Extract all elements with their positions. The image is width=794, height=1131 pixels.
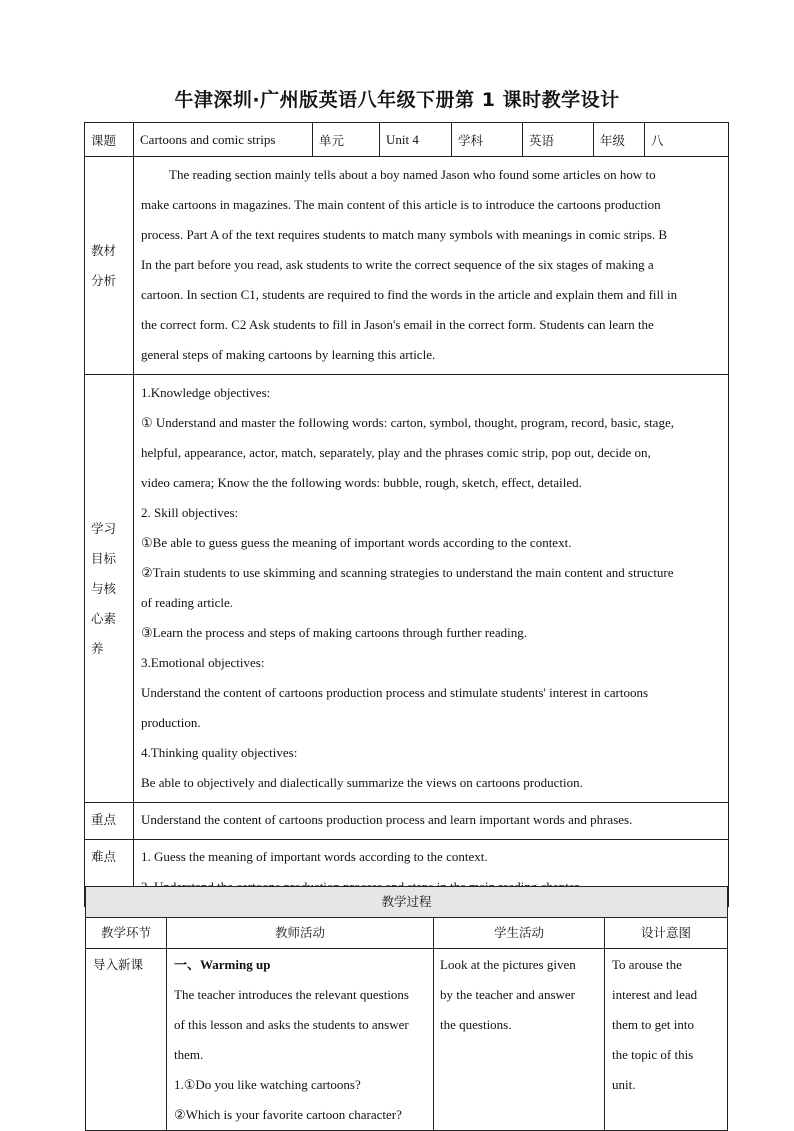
text-line: 1.①Do you like watching cartoons?	[174, 1077, 361, 1092]
text-line: production.	[141, 715, 201, 730]
text-line: the questions.	[440, 1017, 512, 1032]
text-line: ①Be able to guess guess the meaning of important words according to the context.	[141, 535, 572, 550]
text-line: helpful, appearance, actor, match, separately, play and the phrases comic strip, pop out, decide on,	[141, 445, 651, 460]
text-line: of this lesson and asks the students to answer	[174, 1017, 409, 1032]
key-points-label: 重点	[85, 803, 134, 840]
text-line: Be able to objectively and dialectically summarize the views on cartoons production.	[141, 775, 583, 790]
stage-cell: 导入新课	[86, 949, 167, 1131]
objectives-label-line: 与核	[91, 580, 117, 596]
text-line: To arouse the	[612, 957, 682, 972]
text-line: 3.Emotional objectives:	[141, 655, 265, 670]
objectives-label-line: 心素	[91, 610, 117, 626]
text-line: ②Train students to use skimming and scanning strategies to understand the main content and structure	[141, 565, 674, 580]
text-line: Understand the content of cartoons production process and learn important words and phrases.	[141, 812, 633, 827]
objectives-row	[85, 375, 729, 803]
text-line: make cartoons in magazines. The main content of this article is to introduce the cartoons production	[141, 197, 661, 212]
teaching-process-table	[85, 886, 728, 1131]
text-line: interest and lead	[612, 987, 698, 1002]
objectives-label-line: 养	[91, 640, 104, 656]
col-teacher-header: 教师活动	[167, 918, 434, 949]
topic-label: 课题	[85, 123, 134, 157]
material-row	[85, 157, 729, 375]
text-line: of reading article.	[141, 595, 234, 610]
text-line: by the teacher and answer	[440, 987, 575, 1002]
text-line: Understand the content of cartoons production process and stimulate students' interest in cartoons	[141, 685, 649, 700]
unit-label: 单元	[313, 123, 380, 157]
objectives-text	[134, 375, 729, 803]
student-activity-cell	[434, 949, 605, 1131]
page-title: 牛津深圳·广州版英语八年级下册第 1 课时教学设计	[174, 89, 620, 111]
text-line: ②Which is your favorite cartoon character?	[174, 1107, 402, 1122]
process-columns-row	[86, 918, 728, 949]
process-header-row	[86, 887, 728, 918]
objectives-label-line: 目标	[91, 550, 117, 566]
col-intent-header: 设计意图	[605, 918, 728, 949]
topic-value: Cartoons and comic strips	[134, 123, 313, 157]
info-row	[85, 123, 729, 157]
text-line: unit.	[612, 1077, 636, 1092]
text-line: 4.Thinking quality objectives:	[141, 745, 298, 760]
material-label-line: 分析	[91, 272, 117, 288]
text-line: video camera; Know the the following words: bubble, rough, sketch, effect, detailed.	[141, 475, 582, 490]
text-line: 2. Skill objectives:	[141, 505, 239, 520]
process-header: 教学过程	[86, 887, 728, 918]
col-student-header: 学生活动	[434, 918, 605, 949]
difficult-points-label: 难点	[85, 840, 134, 907]
subject-label: 学科	[452, 123, 523, 157]
teacher-activity-cell	[167, 949, 434, 1131]
text-line: process. Part A of the text requires students to match many symbols with meanings in comic strips. B	[141, 227, 668, 242]
design-intent-cell	[605, 949, 728, 1131]
text-line: 1.Knowledge objectives:	[141, 385, 271, 400]
text-line: the correct form. C2 Ask students to fill in Jason's email in the correct form. Students can learn the	[141, 317, 654, 332]
key-points-text	[134, 803, 729, 840]
text-line: The teacher introduces the relevant questions	[174, 987, 409, 1002]
grade-value: 八	[645, 123, 729, 157]
unit-value: Unit 4	[380, 123, 452, 157]
text-line: ① Understand and master the following words: carton, symbol, thought, program, record, basic, stage,	[141, 415, 674, 430]
grade-label: 年级	[594, 123, 645, 157]
text-line: 1. Guess the meaning of important words according to the context.	[141, 849, 488, 864]
text-line: In the part before you read, ask students to write the correct sequence of the six stages of making a	[141, 257, 654, 272]
text-line: Look at the pictures given	[440, 957, 576, 972]
material-label-line: 教材	[91, 242, 117, 258]
key-points-row	[85, 803, 729, 840]
process-row-warmup	[86, 949, 728, 1131]
section-title: 一、Warming up	[174, 957, 271, 972]
text-line: The reading section mainly tells about a boy named Jason who found some articles on how to	[169, 167, 656, 182]
text-line: ③Learn the process and steps of making cartoons through further reading.	[141, 625, 528, 640]
text-line: general steps of making cartoons by learning this article.	[141, 347, 436, 362]
col-stage-header: 教学环节	[86, 918, 167, 949]
objectives-label	[85, 375, 134, 803]
subject-value: 英语	[523, 123, 594, 157]
material-text	[134, 157, 729, 375]
text-line: them to get into	[612, 1017, 694, 1032]
objectives-label-line: 学习	[91, 520, 117, 536]
material-label	[85, 157, 134, 375]
text-line: the topic of this	[612, 1047, 694, 1062]
text-line: cartoon. In section C1, students are required to find the words in the article and explain them and fill in	[141, 287, 678, 302]
text-line: them.	[174, 1047, 204, 1062]
lesson-info-table	[84, 122, 729, 907]
